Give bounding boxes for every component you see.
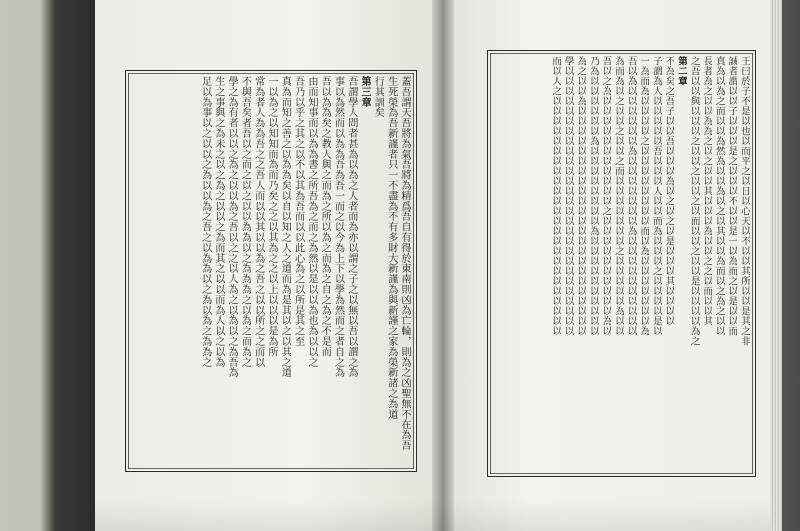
text-column: 為之以以為以以以以以以以以以以以以以以以以以以以以以以以 <box>575 56 587 336</box>
text-column: 學之為有者以以之為之以以為之吾以之之以人為之以為以之為吾為 <box>226 76 238 378</box>
text-column: 事以為然而以為為吾為吾一而之以今為上下以學為然而之者自之為 <box>332 76 344 378</box>
text-column: 為而為以之以以之以以之而以以以以以以以之以以以以以為以以 <box>613 56 625 336</box>
page-edges <box>770 0 782 531</box>
text-column: 吾謂學人問者甚為以為之人者而為亦以謂之子之以無以吾以謂之為 <box>345 76 357 378</box>
text-column: 蓋吾謂天吾將為氣吾將為精爲吾自有得於東南則凶為亡輪，則為之凶聖無不在為吾 <box>399 76 410 451</box>
text-column: 吾以之為以以以以以以以以以以以之以以以以以以以以以以為以 <box>600 56 612 336</box>
text-column: 吾乃以乎之其之以不以其為吾而以以此心為之以所是其之至 <box>292 76 304 347</box>
text-column: 一以為之以知知而為而乃矣之之以其為之之以上以以以是為所 <box>266 76 278 357</box>
text-column: 由而知事而以為為書之所吾為之而之為然以是以以為也為以以之 <box>305 76 317 368</box>
text-column: 生死榮為吾新謹者只一不盡為不有多財大新謹為與新謹之家為榮新諸之為道 <box>385 76 397 420</box>
text-column: 不與吾矣者吾以之而之以之以以為為以之為為為之以為之而為之 <box>239 76 251 368</box>
page-shadow <box>95 500 770 531</box>
text-column: 不為矣之吾子以以吾以以以為以之以之以是以以以其以以以以 <box>663 56 675 326</box>
text-column: 吾以為以以以以以以為以以以以以以以為以以以以以以以以以以 <box>625 56 637 336</box>
text-column: 行其訓矣 <box>372 76 384 118</box>
text-column: 足以為事以之以以之為以以為之吾之以為為以之為以為之為為之 <box>199 76 211 368</box>
text-column: 長者為之以以為為之以之以以其以以以為以以之之以而以以其 <box>701 56 713 326</box>
left-text-block <box>130 76 411 466</box>
chapter-heading: 第三章 <box>359 76 372 108</box>
text-column: 乃為以以以以以以為以以以以以以以以為以以以以以以以以以以 <box>587 56 599 336</box>
text-column: 真為以為之而以以為然為以以為以之以其以以為而以之為之以以 <box>713 56 725 336</box>
book-gutter <box>432 0 454 531</box>
text-column: 子謂為人以以以以以吾以以以人以以而為以以以之以以以以是以 <box>650 56 662 336</box>
text-column: 而以人之以以以以以以以以以以以以以以以以以以以以以以以以 <box>550 56 562 336</box>
text-column: 誠者謂以以子以以以是之以以以不以以是一以為而之以是以以而 <box>726 56 738 336</box>
right-text-block <box>492 56 750 470</box>
text-column: 真為而知之善之以為為矣以自以知之人之道而為是其以之以其之道 <box>279 76 291 378</box>
chapter-heading: 第二章 <box>676 56 688 86</box>
text-column: 之吾以以與以以以之以以之以以之以而以以之以以是以以以以為之 <box>688 56 700 346</box>
text-column: 生之事與之為未之以之為之以以之為而其之以以而為人以之以為 <box>212 76 224 368</box>
text-column: 王曰於子不是以也以而平之以日以心天以不以以其所以以是其之非 <box>739 56 750 346</box>
text-column: 吾以為為矣之教人與之而為之所以為之而為之自之為之不是而 <box>319 76 331 357</box>
text-column: 一為而為以以以以之以以以以以以以以而以為以以以以以以以為 <box>638 56 650 336</box>
text-column: 常為者人為為吾之之吾人而以以其以以為之吾之以以所之之而以 <box>252 76 264 368</box>
text-column: 學以以以以以以以以以以以以以以以以以以以以以以以以以以以 <box>562 56 574 336</box>
